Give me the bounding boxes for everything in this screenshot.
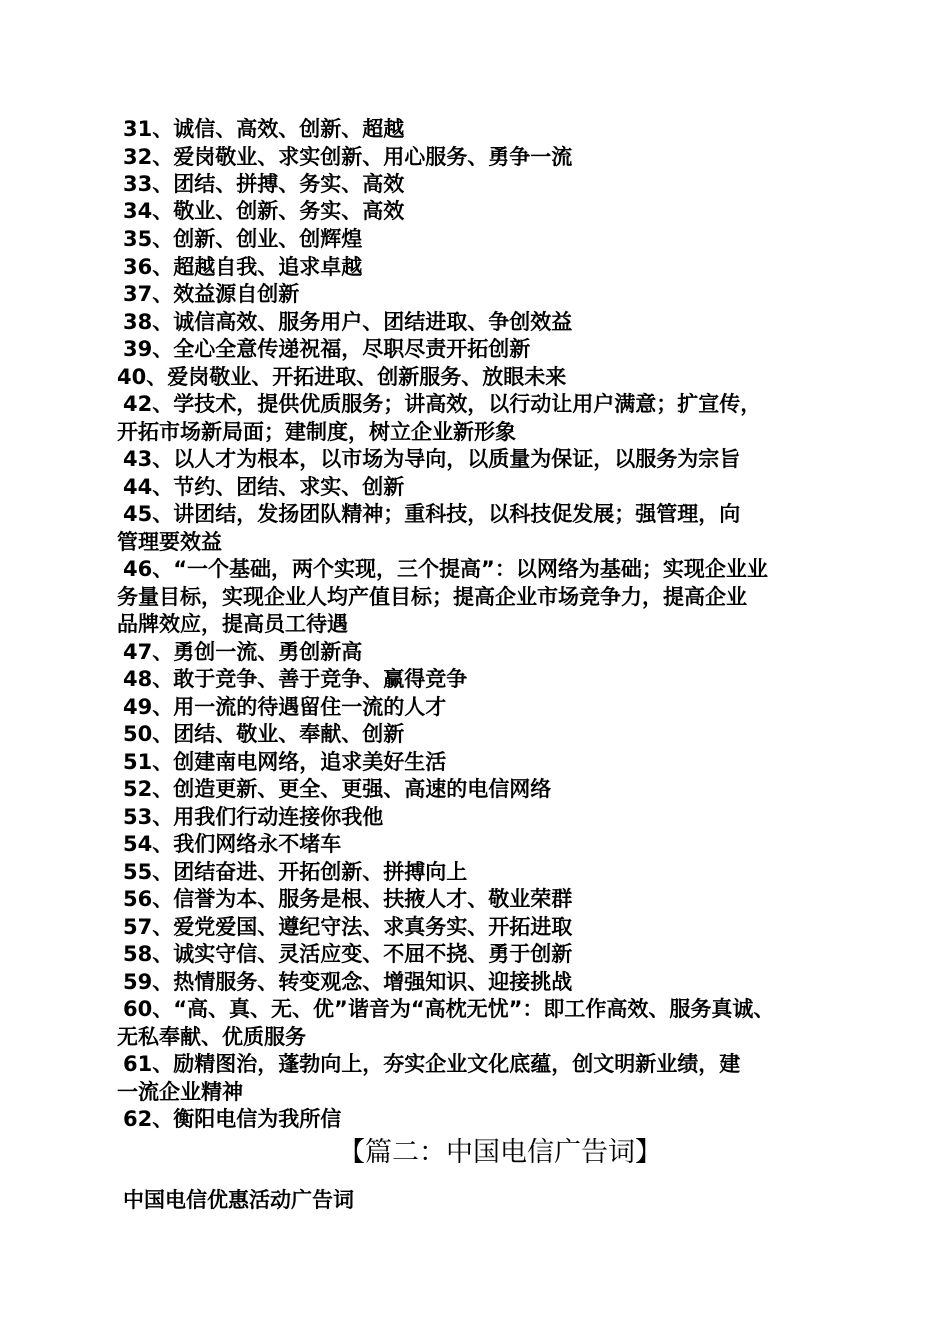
- list-item: 45、讲团结，发扬团队精神；重科技，以科技促发展；强管理，向: [123, 502, 741, 526]
- list-item: 54、我们网络永不堵车: [123, 832, 342, 856]
- list-item: 55、团结奋进、开拓创新、拼搏向上: [123, 860, 468, 884]
- list-item: 43、以人才为根本，以市场为导向，以质量为保证，以服务为宗旨: [123, 447, 741, 471]
- list-item: 53、用我们行动连接你我他: [123, 805, 384, 829]
- list-item: 58、诚实守信、灵活应变、不屈不挠、勇于创新: [123, 942, 573, 966]
- list-item: 50、团结、敬业、奉献、创新: [123, 722, 405, 746]
- list-item: 60、“高、真、无、优”谐音为“高枕无忧”：即工作高效、服务真诚、: [123, 997, 775, 1021]
- list-item-continuation: 务量目标，实现企业人均产值目标；提高企业市场竞争力，提高企业: [117, 585, 747, 609]
- list-item: 40、爱岗敬业、开拓进取、创新服务、放眼未来: [117, 365, 567, 389]
- list-item: 52、创造更新、更全、更强、高速的电信网络: [123, 777, 552, 801]
- list-item: 51、创建南电网络，追求美好生活: [123, 750, 447, 774]
- list-item: 32、爱岗敬业、求实创新、用心服务、勇争一流: [123, 145, 573, 169]
- list-item: 38、诚信高效、服务用户、团结进取、争创效益: [123, 310, 573, 334]
- list-item: 62、衡阳电信为我所信: [123, 1107, 342, 1131]
- list-item: 33、团结、拼搏、务实、高效: [123, 172, 405, 196]
- list-item: 59、热情服务、转变观念、增强知识、迎接挑战: [123, 970, 573, 994]
- list-item-continuation: 一流企业精神: [117, 1080, 243, 1104]
- list-item: 42、学技术，提供优质服务；讲高效，以行动让用户满意；扩宣传，: [123, 392, 762, 416]
- list-item-continuation: 开拓市场新局面；建制度，树立企业新形象: [117, 420, 516, 444]
- list-item: 31、诚信、高效、创新、超越: [123, 117, 405, 141]
- list-item: 44、节约、团结、求实、创新: [123, 475, 405, 499]
- list-item: 47、勇创一流、勇创新高: [123, 640, 363, 664]
- list-item: 39、全心全意传递祝福，尽职尽责开拓创新: [123, 337, 531, 361]
- list-item: 34、敬业、创新、务实、高效: [123, 199, 405, 223]
- list-item: 37、效益源自创新: [123, 282, 300, 306]
- list-item-continuation: 品牌效应，提高员工待遇: [117, 612, 348, 636]
- list-item: 61、励精图治，蓬勃向上，夯实企业文化底蕴，创文明新业绩，建: [123, 1052, 741, 1076]
- section-heading: 【篇二：中国电信广告词】: [338, 1137, 662, 1168]
- subheading: 中国电信优惠活动广告词: [123, 1188, 354, 1212]
- list-item: 49、用一流的待遇留住一流的人才: [123, 695, 447, 719]
- list-item: 56、信誉为本、服务是根、扶掖人才、敬业荣群: [123, 887, 573, 911]
- list-item-continuation: 无私奉献、优质服务: [117, 1025, 306, 1049]
- list-item: 35、创新、创业、创辉煌: [123, 227, 363, 251]
- list-item: 36、超越自我、追求卓越: [123, 255, 363, 279]
- list-item: 46、“一个基础，两个实现，三个提高”：以网络为基础；实现企业业: [123, 557, 768, 581]
- list-item: 57、爱党爱国、遵纪守法、求真务实、开拓进取: [123, 915, 573, 939]
- list-item: 48、敢于竞争、善于竞争、赢得竞争: [123, 667, 468, 691]
- list-item-continuation: 管理要效益: [117, 530, 222, 554]
